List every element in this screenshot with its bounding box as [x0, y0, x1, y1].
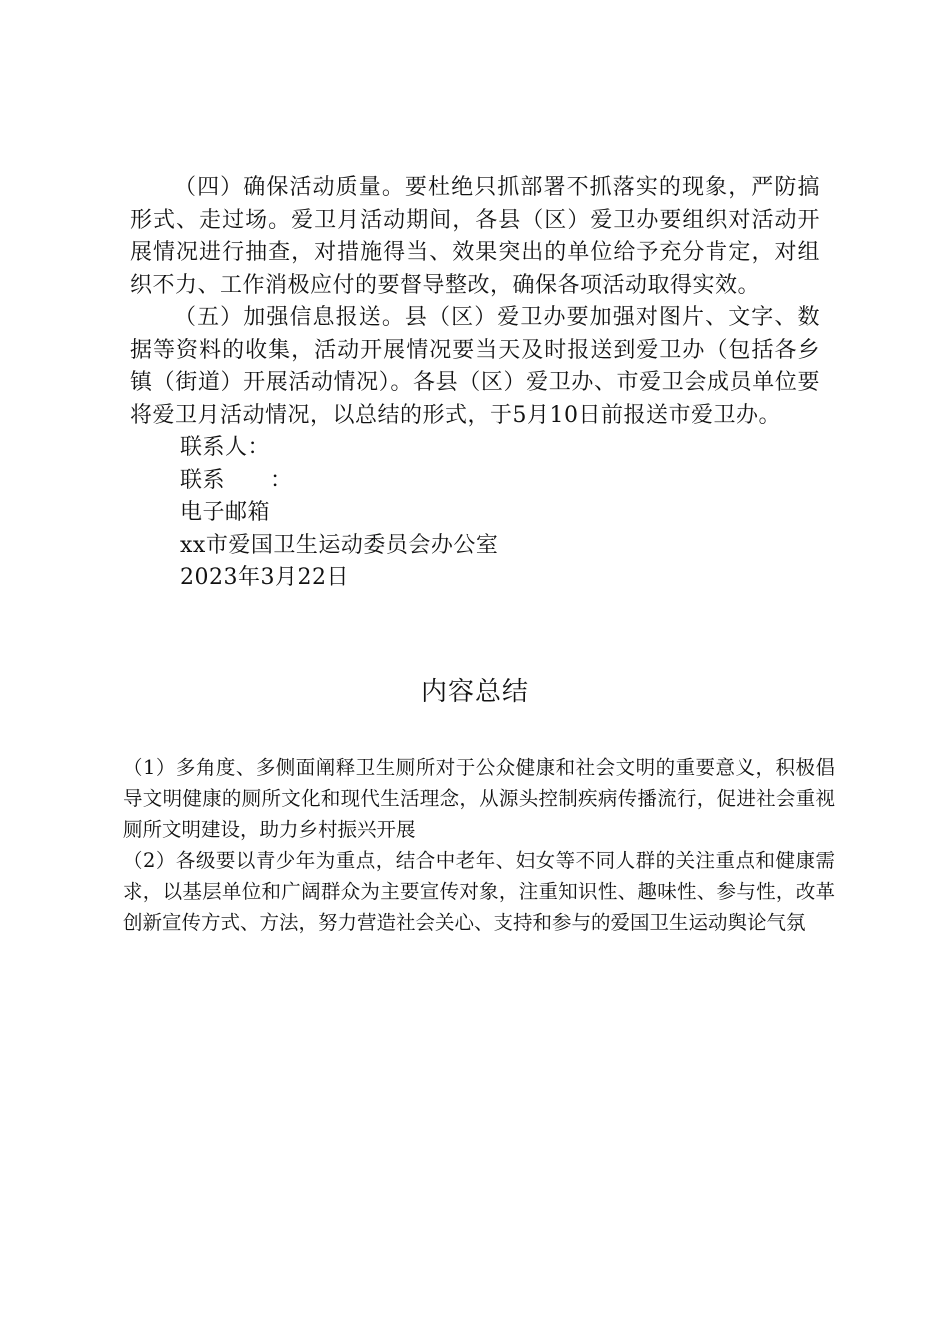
summary-section	[123, 752, 835, 938]
notice-body	[130, 172, 820, 595]
issuer-name: xx市爱国卫生运动委员会办公室	[180, 532, 499, 558]
summary-item-2: （2）各级要以青少年为重点，结合中老年、妇女等不同人群的关注重点和健康需求，以基层单位和广阔群众为主要宣传对象，注重知识性、趣味性、参与性，改革创新宣传方式、方法，努力营造社会关心、支持和参与的爱国卫生运动舆论气氛	[123, 849, 835, 934]
summary-title: 内容总结	[420, 677, 529, 707]
contact-phone: 联系 ：	[180, 467, 293, 493]
paragraph-reporting: （五）加强信息报送。县（区）爱卫办要加强对图片、文字、数据等资料的收集，活动开展情况要当天及时报送到爱卫办（包括各乡镇（街道）开展活动情况）。各县（区）爱卫办、市爱卫会成员单位要将爱卫月活动情况，以总结的形式，于5月10日前报送市爱卫办。	[130, 305, 820, 428]
contact-email: 电子邮箱	[180, 500, 271, 525]
paragraph-quality: （四）确保活动质量。要杜绝只抓部署不抓落实的现象，严防搞形式、走过场。爱卫月活动期间，各县（区）爱卫办要组织对活动开展情况进行抽查，对措施得当、效果突出的单位给予充分肯定，对组织不力、工作消极应付的要督导整改，确保各项活动取得实效。	[130, 175, 820, 298]
contact-person: 联系人：	[180, 435, 271, 460]
issue-date: 2023年3月22日	[180, 565, 349, 590]
summary-item-1: （1）多角度、多侧面阐释卫生厕所对于公众健康和社会文明的重要意义，积极倡导文明健康的厕所文化和现代生活理念，从源头控制疾病传播流行，促进社会重视厕所文明建设，助力乡村振兴开展	[123, 756, 835, 841]
